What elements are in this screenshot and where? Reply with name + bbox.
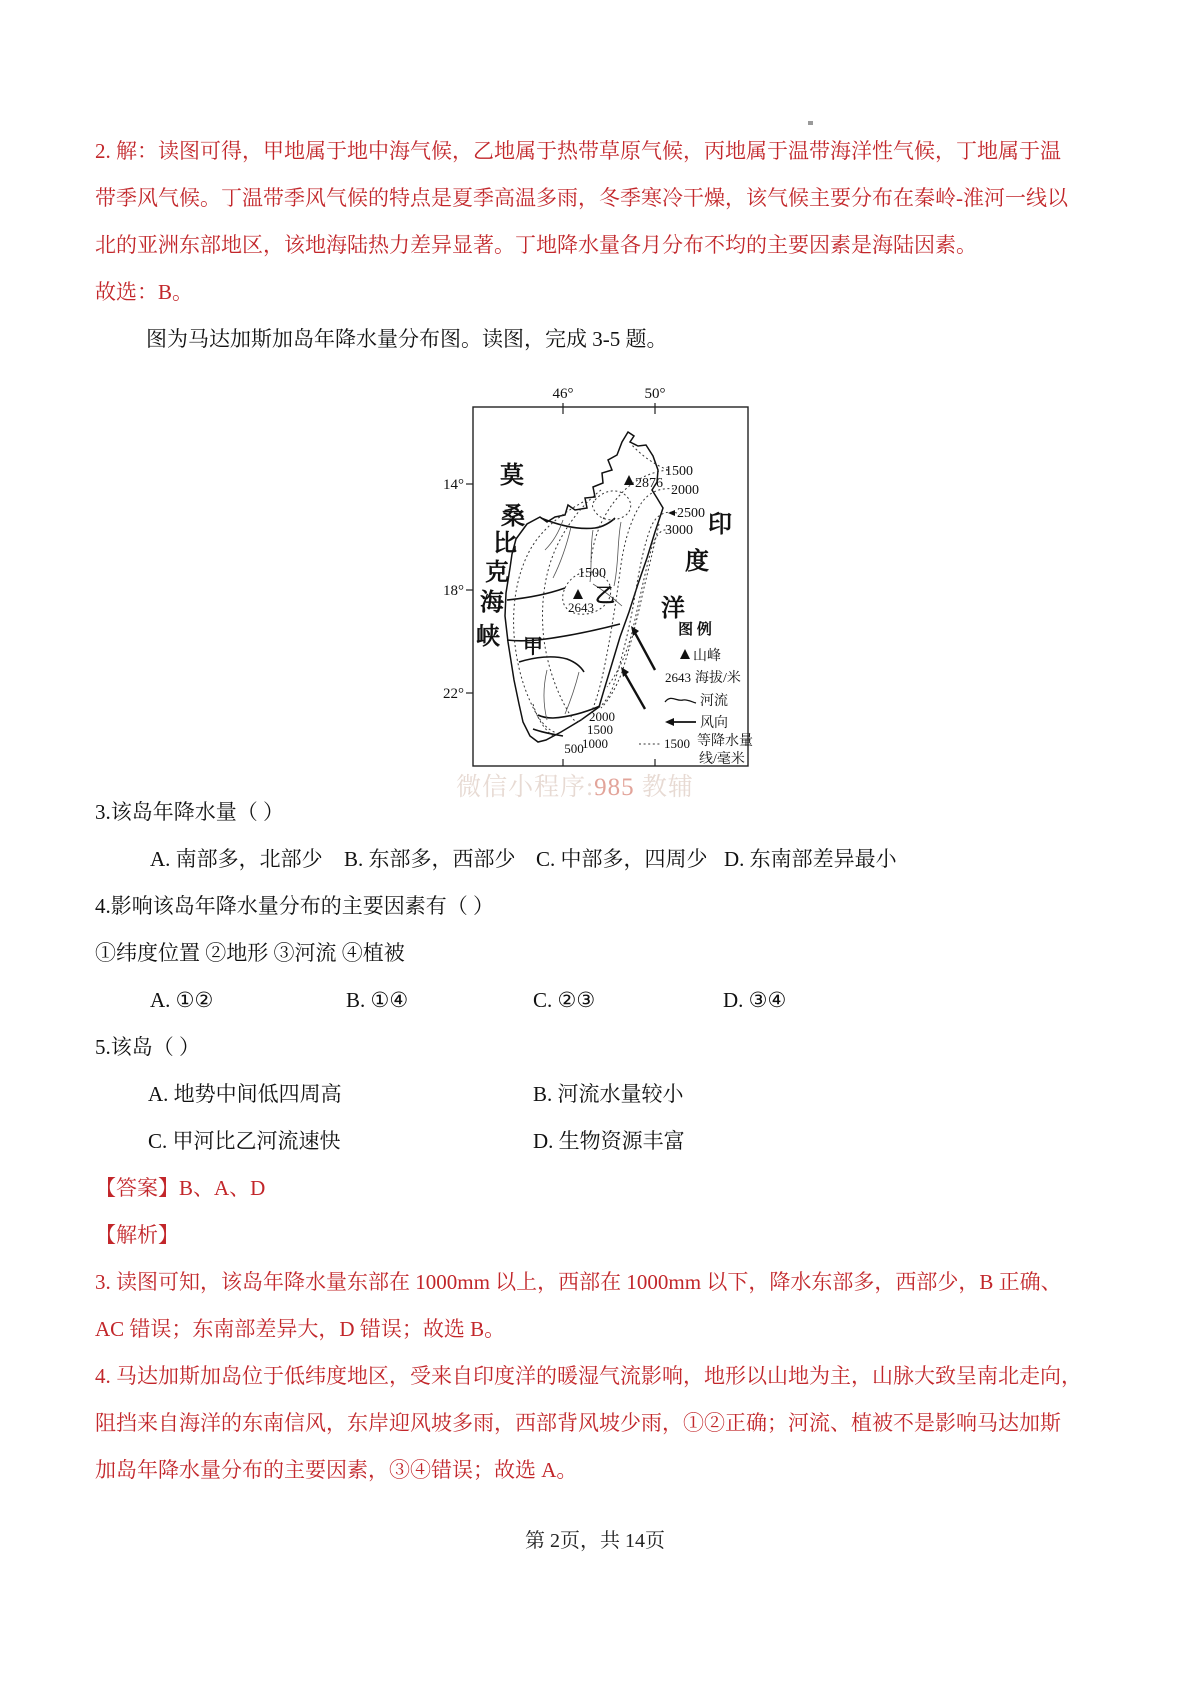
page-footer: 第 2页，共 14页 [525, 1530, 665, 1552]
q5-option-c: C. 甲河比乙河流速快 [148, 1129, 341, 1153]
mozambique-channel-label [476, 462, 525, 650]
q5-option-a: A. 地势中间低四周高 [148, 1082, 342, 1106]
ne-label-1500: 1500 [665, 464, 693, 479]
analysis4-line3: 加岛年降水量分布的主要因素，③④错误；故选 A。 [95, 1458, 578, 1482]
q4-option-a: A. ①② [150, 988, 214, 1012]
solution2-line3: 北的亚洲东部地区，该地海陆热力差异显著。丁地降水量各月分布不均的主要因素是海陆因素。 [95, 233, 977, 257]
analysis4-line1: 4. 马达加斯加岛位于低纬度地区，受来自印度洋的暖湿气流影响，地形以山地为主，山脉大致呈南北走向， [95, 1364, 1082, 1388]
q4-option-c: C. ②③ [533, 988, 596, 1012]
lat-label-22: 22° [443, 686, 464, 702]
leader-arrow-2500 [668, 510, 675, 516]
peak-icon-north [624, 475, 634, 485]
lat-label-14: 14° [443, 477, 464, 493]
map-svg [443, 372, 753, 772]
ocean-char-2: 度 [685, 549, 709, 575]
q4-option-d: D. ③④ [723, 988, 787, 1012]
question-3-options [0, 846, 1190, 873]
question-4-stem: 4.影响该岛年降水量分布的主要因素有（ ） [95, 894, 494, 918]
ne-label-3000: 3000 [665, 523, 693, 538]
strait-char-6: 峡 [476, 624, 500, 650]
question-5-stem: 5.该岛（ ） [95, 1035, 200, 1059]
legend-river-icon [665, 698, 696, 703]
answer-line: 【答案】B、A、D [95, 1176, 266, 1200]
solution2-choose: 故选：B。 [95, 280, 194, 304]
analysis3-line1: 3. 读图可知，该岛年降水量东部在 1000mm 以上，西部在 1000mm 以下，降水东部多，西部少，B 正确、 [95, 1270, 1062, 1294]
legend-elev-number: 2643 [665, 670, 691, 685]
south-label-1000: 1000 [582, 736, 608, 751]
lon-label-50: 50° [644, 386, 666, 402]
south-label-1500: 1500 [587, 722, 613, 737]
ne-label-2000: 2000 [671, 483, 699, 498]
strait-char-1: 莫 [500, 463, 524, 489]
legend-isohyet-label-1: 等降水量 [697, 734, 753, 749]
center-isohyet-label: 1500 [578, 566, 606, 581]
question-5-options-row1 [0, 1081, 1190, 1108]
solution2-line2: 带季风气候。丁温带季风气候的特点是夏季高温多雨，冬季寒冷干燥，该气候主要分布在秦岭-淮河一线以 [95, 186, 1068, 210]
analysis3-line2: AC 错误；东南部差异大，D 错误；故选 B。 [95, 1317, 506, 1341]
scan-speck [808, 121, 813, 125]
figure-intro: 图为马达加斯加岛年降水量分布图。读图，完成 3-5 题。 [146, 327, 668, 351]
rivers [544, 520, 622, 720]
ocean-char-3: 洋 [661, 596, 685, 622]
q3-option-d: D. 东南部差异最小 [724, 847, 897, 871]
south-label-2000: 2000 [589, 709, 615, 724]
legend-peak-label: 山峰 [693, 649, 721, 664]
south-label-500: 500 [564, 741, 584, 756]
watermark-number: 985 [594, 774, 635, 801]
watermark-suffix: 教辅 [634, 774, 694, 801]
legend-wind-arrowhead [665, 718, 674, 726]
question-4-options [0, 987, 1190, 1014]
region-label-jia: 甲 [523, 636, 543, 658]
strait-char-5: 海 [480, 590, 504, 616]
watermark [440, 767, 710, 803]
peak-icon-center [573, 589, 583, 599]
strait-char-4: 克 [485, 560, 509, 586]
legend-wind-label: 风向 [700, 716, 728, 731]
analysis-label: 【解析】 [95, 1223, 179, 1247]
lat-label-18: 18° [443, 583, 464, 599]
strait-char-2: 桑 [501, 504, 525, 530]
legend-isohyet-number: 1500 [664, 736, 690, 751]
q4-option-b: B. ①④ [346, 988, 409, 1012]
legend-isohyet-label-2: 线/毫米 [699, 752, 745, 767]
solution2-line1: 2. 解：读图可得，甲地属于地中海气候，乙地属于热带草原气候，丙地属于温带海洋性气候，丁地属于温 [95, 139, 1061, 163]
analysis4-line2: 阻挡来自海洋的东南信风，东岸迎风坡多雨，西部背风坡少雨，①②正确；河流、植被不是影响马达加斯 [95, 1411, 1061, 1435]
question-3-stem: 3.该岛年降水量（ ） [95, 800, 284, 824]
legend-peak-icon [680, 649, 690, 659]
madagascar-precipitation-map [443, 372, 753, 772]
ocean-char-1: 印 [708, 512, 732, 538]
question-5-options-row2 [0, 1128, 1190, 1155]
q3-option-b: B. 东部多，西部少 [344, 847, 516, 871]
legend-title: 图 例 [678, 622, 712, 638]
legend-elev-label: 海拔/米 [695, 671, 741, 686]
peak-north-elevation: 2876 [635, 476, 663, 491]
question-4-items: ①纬度位置 ②地形 ③河流 ④植被 [95, 941, 405, 965]
q5-option-d: D. 生物资源丰富 [533, 1129, 685, 1153]
map-legend [639, 620, 753, 767]
q3-option-c: C. 中部多，四周少 [536, 847, 708, 871]
q5-option-b: B. 河流水量较小 [533, 1082, 684, 1106]
wind-arrows [621, 626, 655, 709]
ne-label-2500: 2500 [677, 506, 705, 521]
watermark-prefix: 微信小程序: [456, 774, 595, 801]
region-label-yi: 乙 [595, 585, 615, 607]
legend-river-label: 河流 [700, 694, 728, 709]
strait-char-3: 比 [493, 531, 517, 557]
lon-label-46: 46° [552, 386, 574, 402]
q3-option-a: A. 南部多，北部少 [150, 847, 323, 871]
peak-center-elevation: 2643 [568, 600, 594, 615]
